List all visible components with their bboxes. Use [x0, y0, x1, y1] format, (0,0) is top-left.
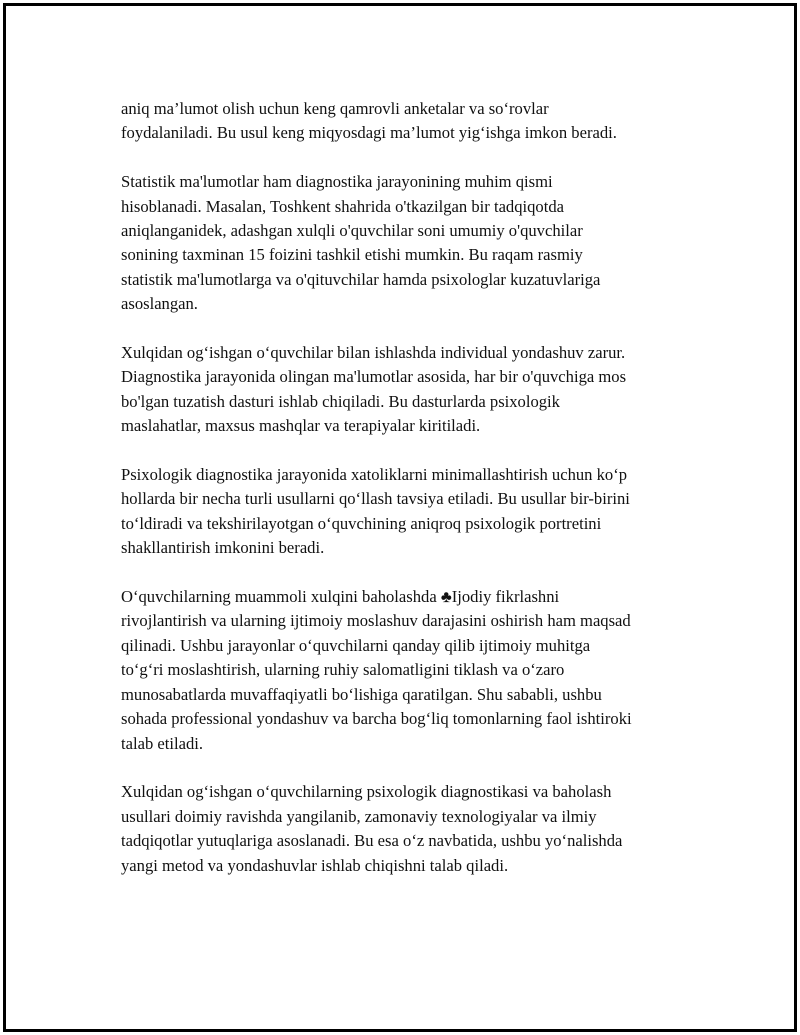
paragraph-assessment-goals: O‘quvchilarning muammoli xulqini baholashda ♣Ijodiy fikrlashni rivojlantirish va ularning ijtimoiy moslashuv darajasini oshirish ham maqsad qilinadi. Ushbu jarayonlar o‘quvchilarni qanday qilib ijtimoiy muhitga to‘g‘ri moslashtirish, ularning ruhiy salomatligini tiklash va o‘zaro munosabatlarda muvaffaqiyatli bo‘lishiga qaratilgan. Shu sababli, ushbu sohada professional yondashuv va barcha bog‘liq tomonlarning faol ishtiroki talab etiladi. [121, 587, 632, 753]
document-body [121, 97, 696, 902]
page-frame [3, 3, 797, 1032]
paragraph-conclusion: Xulqidan og‘ishgan o‘quvchilarning psixologik diagnostikasi va baholash usullari doimiy ravishda yangilanib, zamonaviy texnologiyalar va ilmiy tadqiqotlar yutuqlariga asoslanadi. Bu esa o‘z navbatida, ushbu yo‘nalishda yangi metod va yondashuvlar ishlab chiqishni talab qiladi. [121, 782, 623, 875]
paragraph-multiple-methods: Psixologik diagnostika jarayonida xatoliklarni minimallashtirish uchun ko‘p hollarda bir necha turli usullarni qo‘llash tavsiya etiladi. Bu usullar bir-birini to‘ldiradi va tekshirilayotgan o‘quvchining aniqroq psixologik portretini shakllantirish imkonini beradi. [121, 465, 630, 558]
paragraph-individual-approach: Xulqidan og‘ishgan o‘quvchilar bilan ishlashda individual yondashuv zarur. Diagnostika jarayonida olingan ma'lumotlar asosida, har bir o'quvchiga mos bo'lgan tuzatish dasturi ishlab chiqiladi. Bu dasturlarda psixologik maslahatlar, maxsus mashqlar va terapiyalar kiritiladi. [121, 343, 627, 436]
paragraph-statistics: Statistik ma'lumotlar ham diagnostika jarayonining muhim qismi hisoblanadi. Masalan, Toshkent shahrida o'tkazilgan bir tadqiqotda aniqlanganidek, adashgan xulqli o'quvchilar soni umumiy o'quvchilar sonining taxminan 15 foizini tashkil etishi mumkin. Bu raqam rasmiy statistik ma'lumotlarga va o'qituvchilar hamda psixologlar kuzatuvlariga asoslangan. [121, 172, 601, 314]
paragraph-survey-methods: aniq ma’lumot olish uchun keng qamrovli anketalar va so‘rovlar foydalaniladi. Bu usul keng miqyosdagi ma’lumot yig‘ishga imkon beradi. [121, 99, 617, 143]
